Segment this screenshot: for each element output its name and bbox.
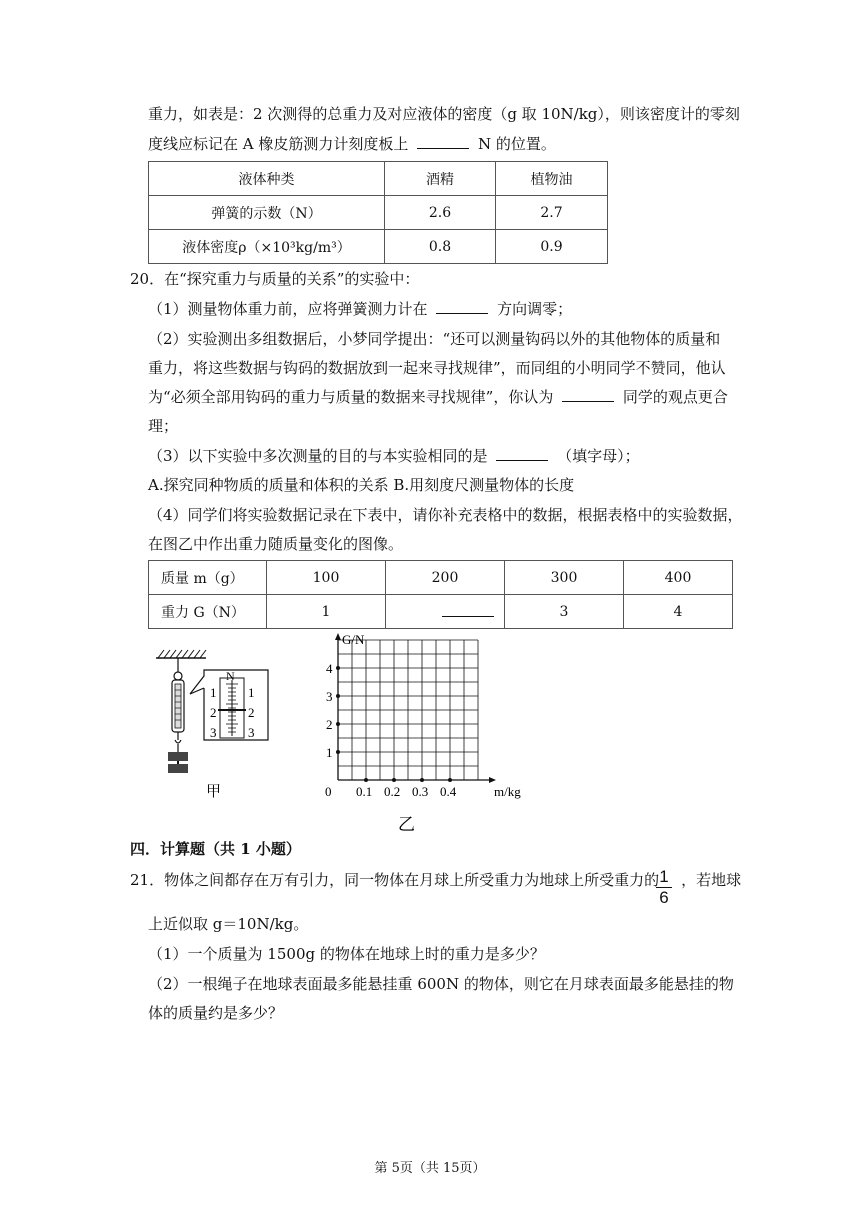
scale-label: 2 — [210, 705, 217, 720]
q19-line2-pre: 度线应标记在 A 橡皮筋测力计刻度板上 — [148, 135, 409, 153]
y-axis-label: G/N — [342, 632, 365, 647]
y-tick-dot — [336, 722, 340, 726]
table-cell: 3 — [505, 595, 624, 629]
q20-part1-post: 方向调零； — [497, 300, 573, 318]
answer-blank — [417, 134, 469, 149]
q19-line1: 重力，如表是：2 次测得的总重力及对应液体的密度（g 取 10N/kg），则该密度计的零刻 — [148, 105, 740, 123]
table-row — [149, 162, 608, 196]
table-cell — [386, 595, 505, 629]
section-heading: 四．计算题（共 1 小题） — [130, 840, 301, 858]
figure-caption: 乙 — [398, 815, 415, 834]
table-cell: 酒精 — [385, 162, 496, 196]
table-cell: 100 — [267, 561, 386, 595]
scale-label: 3 — [210, 725, 217, 740]
x-tick-label: 0.3 — [412, 784, 429, 799]
table-cell: 200 — [386, 561, 505, 595]
y-tick-label: 4 — [326, 661, 333, 676]
scale-label: 1 — [210, 685, 217, 700]
table-cell: 液体种类 — [149, 162, 385, 196]
x-tick-dot — [420, 778, 424, 782]
q20-part2-line3-pre: 为“必须全部用钩码的重力与质量的数据来寻找规律”，你认为 — [148, 388, 554, 406]
figure-caption: 甲 — [206, 784, 222, 800]
x-tick-label: 0.2 — [384, 784, 401, 799]
table-row — [149, 196, 608, 230]
q21-line1-post: ，若地球 — [681, 871, 742, 889]
fraction-denominator: 6 — [659, 888, 669, 907]
table-cell: 植物油 — [496, 162, 608, 196]
q20-part3 — [148, 442, 738, 470]
table-cell: 4 — [624, 595, 733, 629]
q20-part2-line3-post: 同学的观点更合 — [622, 388, 728, 406]
x-tick-dot — [392, 778, 396, 782]
x-tick-label: 0.4 — [440, 784, 457, 799]
q20-part2-line3 — [148, 383, 738, 411]
answer-blank — [496, 446, 548, 461]
origin-label: 0 — [325, 784, 332, 799]
x-axis-arrow — [489, 777, 496, 783]
scale-label: 3 — [248, 725, 255, 740]
y-axis-arrow — [335, 633, 341, 640]
q20-part2-line2: 重力，将这些数据与钩码的数据放到一起来寻找规律”，而同组的小明同学不赞同，他认 — [148, 359, 726, 377]
table-cell: 质量 m（g） — [149, 561, 267, 595]
q21-part1: （1）一个质量为 1500g 的物体在地球上时的重力是多少？ — [148, 945, 545, 963]
x-axis-label: m/kg — [494, 784, 521, 799]
y-tick-dot — [336, 666, 340, 670]
table-cell: 0.9 — [496, 230, 608, 264]
scale-unit-label: N — [226, 669, 235, 683]
table-row — [149, 561, 733, 595]
q21-line1 — [130, 866, 742, 894]
y-tick-label: 2 — [326, 717, 333, 732]
q20-part2-line1: （2）实验测出多组数据后，小梦同学提出：“还可以测量钩码以外的其他物体的质量和 — [148, 330, 721, 348]
table-row — [149, 230, 608, 264]
table-cell: 弹簧的示数（N） — [149, 196, 385, 230]
q20-part4-line2: 在图乙中作出重力随质量变化的图像。 — [148, 535, 404, 553]
q20-part1 — [148, 295, 738, 323]
x-tick-dot — [448, 778, 452, 782]
table-cell: 400 — [624, 561, 733, 595]
answer-blank — [442, 602, 494, 617]
scale-label: 2 — [248, 705, 255, 720]
y-tick-dot — [336, 750, 340, 754]
q20-part4-line1: （4）同学们将实验数据记录在下表中，请你补充表格中的数据，根据表格中的实验数据， — [148, 506, 743, 524]
table-cell: 2.7 — [496, 196, 608, 230]
y-tick-dot — [336, 694, 340, 698]
q21-part2-line1: （2）一根绳子在地球表面最多能悬挂重 600N 的物体，则它在月球表面最多能悬挂的物 — [148, 975, 734, 993]
x-tick-label: 0.1 — [356, 784, 373, 799]
spring-scale-figure — [148, 640, 288, 810]
scale-label: 1 — [248, 685, 255, 700]
q21-line2: 上近似取 g＝10N/kg。 — [148, 915, 309, 933]
answer-blank — [562, 387, 614, 402]
table-cell: 2.6 — [385, 196, 496, 230]
graph-grid — [338, 640, 478, 780]
table-cell: 重力 G（N） — [149, 595, 267, 629]
q21-line1-text: 21．物体之间都存在万有引力，同一物体在月球上所受重力为地球上所受重力的 — [130, 871, 660, 889]
mass-weight-table — [148, 560, 733, 629]
density-table — [148, 161, 608, 264]
fraction-numerator: 1 — [659, 867, 669, 886]
q19-line2 — [148, 130, 738, 158]
fraction-one-sixth — [656, 868, 672, 907]
table-cell: 300 — [505, 561, 624, 595]
y-tick-label: 1 — [326, 745, 333, 760]
q20-part3-pre: （3）以下实验中多次测量的目的与本实验相同的是 — [148, 447, 488, 465]
answer-blank — [436, 299, 488, 314]
q20-title: 20．在“探究重力与质量的关系”的实验中： — [130, 270, 420, 288]
q21-part2-line2: 体的质量约是多少？ — [148, 1004, 284, 1022]
table-cell: 液体密度ρ（×10³kg/m³） — [149, 230, 385, 264]
x-tick-dot — [364, 778, 368, 782]
table-row — [149, 595, 733, 629]
table-cell: 0.8 — [385, 230, 496, 264]
page-footer: 第 5页（共 15页） — [374, 1161, 486, 1176]
y-tick-label: 3 — [326, 689, 333, 704]
q19-line2-post: N 的位置。 — [477, 135, 556, 153]
graph-figure — [318, 630, 538, 836]
table-cell: 1 — [267, 595, 386, 629]
q20-part1-pre: （1）测量物体重力前，应将弹簧测力计在 — [148, 300, 428, 318]
q20-part3-post: （填字母）； — [557, 447, 640, 465]
q20-part2-line4: 理； — [148, 417, 179, 435]
q20-options: A.探究同种物质的质量和体积的关系 B.用刻度尺测量物体的长度 — [148, 476, 575, 494]
